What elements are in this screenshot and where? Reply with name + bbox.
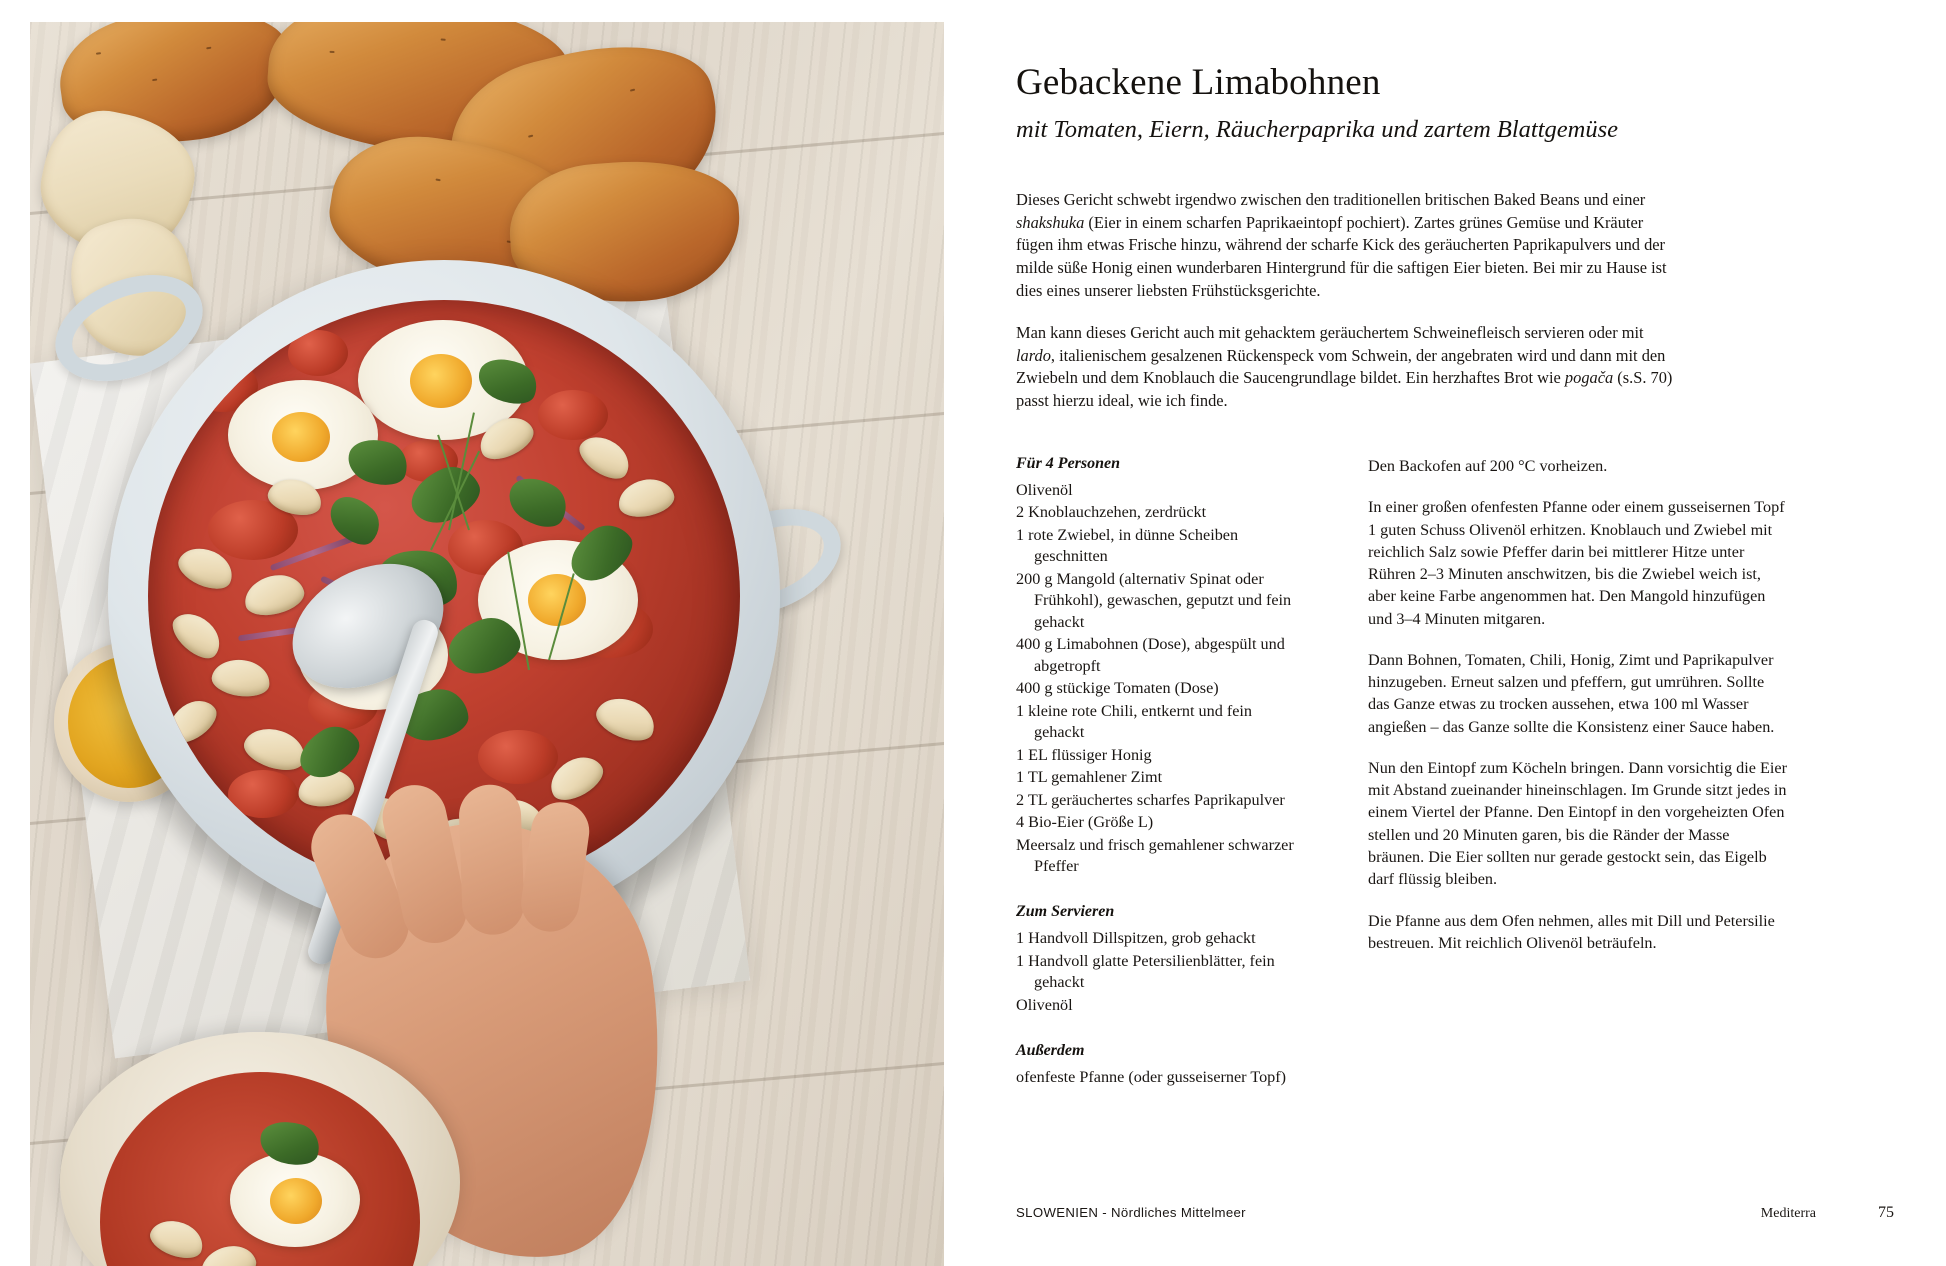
method-step: Den Backofen auf 200 °C vorheizen.: [1368, 457, 1608, 475]
method-step: Die Pfanne aus dem Ofen nehmen, alles mit Dill und Petersilie bestreuen. Mit reichlich Olivenöl beträufeln.: [1368, 911, 1775, 952]
list-item: 200 g Mangold (alternativ Spinat oder Frühkohl), gewaschen, geputzt und fein gehackt: [1016, 569, 1292, 631]
text-page: [944, 0, 1946, 1266]
recipe-body-columns: [1016, 455, 1816, 1115]
equipment-heading: Außerdem: [1016, 1042, 1085, 1060]
recipe-intro: [1016, 189, 1816, 413]
page-footer: [1016, 1204, 1894, 1222]
footer-chapter: SLOWENIEN - Nördliches Mittelmeer: [1016, 1205, 1246, 1220]
list-item: Meersalz und frisch gemahlener schwarzer Pfeffer: [1016, 835, 1294, 875]
list-item: 1 kleine rote Chili, entkernt und fein gehackt: [1016, 701, 1253, 742]
plated-egg: [230, 1152, 360, 1247]
pan-contents: [148, 300, 740, 892]
list-item: Olivenöl: [1016, 995, 1073, 1014]
list-item: Olivenöl: [1016, 481, 1073, 499]
intro-paragraph-2: Man kann dieses Gericht auch mit gehacktem geräuchertem Schweinefleisch servieren oder mit lardo, italienischem gesalzenen Rückenspeck vom Schwein, der angebraten wird und dann mit den Zwiebeln und dem Knoblauch die Saucengrundlage bildet. Ein herzhaftes Brot wie pogača (s.S. 70) passt hierzu ideal, wie ich finde.: [1016, 322, 1673, 411]
list-item: 400 g Limabohnen (Dose), abgespült und abgetropft: [1016, 635, 1285, 675]
list-item: 1 Handvoll Dillspitzen, grob gehackt: [1016, 929, 1256, 948]
method-column: [1368, 455, 1788, 1115]
serving-list: [1016, 928, 1306, 1016]
list-item: 400 g stückige Tomaten (Dose): [1016, 679, 1219, 698]
list-item: 4 Bio-Eier (Größe L): [1016, 813, 1154, 832]
list-item: 1 EL flüssiger Honig: [1016, 745, 1152, 764]
equipment-list: [1016, 1067, 1306, 1088]
list-item: 2 TL geräuchertes scharfes Paprikapulver: [1016, 790, 1285, 809]
recipe-title: Gebackene Limabohnen: [1016, 62, 1381, 103]
servings-heading: Für 4 Personen: [1016, 455, 1121, 472]
list-item: ofenfeste Pfanne (oder gusseiserner Topf): [1016, 1068, 1287, 1087]
list-item: 1 rote Zwiebel, in dünne Scheiben geschnitten: [1016, 525, 1239, 566]
intro-paragraph-1: Dieses Gericht schwebt irgendwo zwischen den traditionellen britischen Baked Beans und einer shakshuka (Eier in einem scharfen Paprikaeintopf pochiert). Zartes grünes Gemüse und Kräuter fügen ihm etwas Frische hinzu, während der scharfe Kick des geräucherten Paprikapulvers und der milde süße Honig einen wunderbaren Hintergrund für die saftigen Eier bieten. Bei mir zu Hause ist dies eines unserer liebsten Frühstücksgerichte.: [1016, 189, 1667, 301]
method-step: In einer großen ofenfesten Pfanne oder einem gusseisernen Topf 1 guten Schuss Olivenöl erhitzen. Knoblauch und Zwiebel mit reichlich Salz sowie Pfeffer darin bei mittlerer Hitze unter Rühren 2–3 Minuten anschwitzen, bis die Zwiebel weich ist, aber keine Farbe angenommen hat. Den Mangold hinzufügen und 3–4 Minuten mitgaren.: [1368, 498, 1785, 628]
recipe-subtitle: mit Tomaten, Eiern, Räucherpaprika und zartem Blattgemüse: [1016, 116, 1619, 144]
method-step: Nun den Eintopf zum Köcheln bringen. Dann vorsichtig die Eier mit Abstand zueinander hineinschlagen. Im Grunde sitzt jedes in einem Viertel der Pfanne. Den Eintopf in den vorgeheizten Ofen stellen und 20 Minuten garen, bis die Ränder der Masse bräunen. Die Eier sollten nur gerade gestockt sein, das Eigelb darf flüssig bleiben.: [1368, 758, 1787, 889]
recipe-photo: [30, 22, 944, 1266]
method-step: Dann Bohnen, Tomaten, Chili, Honig, Zimt und Paprikapulver hinzugeben. Erneut salzen und pfeffern, gut umrühren. Sollte das Ganze etwas zu trocken aussehen, etwa 100 ml Wasser angießen – das Ganze sollte die Konsistenz einer Sauce haben.: [1368, 650, 1775, 736]
list-item: 1 Handvoll glatte Petersilienblätter, fein gehackt: [1016, 951, 1275, 992]
serving-heading: Zum Servieren: [1016, 903, 1115, 921]
page-number: 75: [1878, 1204, 1894, 1221]
photo-page: [0, 0, 944, 1266]
ingredients-column: [1016, 455, 1306, 1115]
list-item: 1 TL gemahlener Zimt: [1016, 768, 1163, 787]
footer-book-title: Mediterra: [1760, 1206, 1816, 1221]
list-item: 2 Knoblauchzehen, zerdrückt: [1016, 503, 1207, 522]
ingredients-list: [1016, 480, 1306, 877]
